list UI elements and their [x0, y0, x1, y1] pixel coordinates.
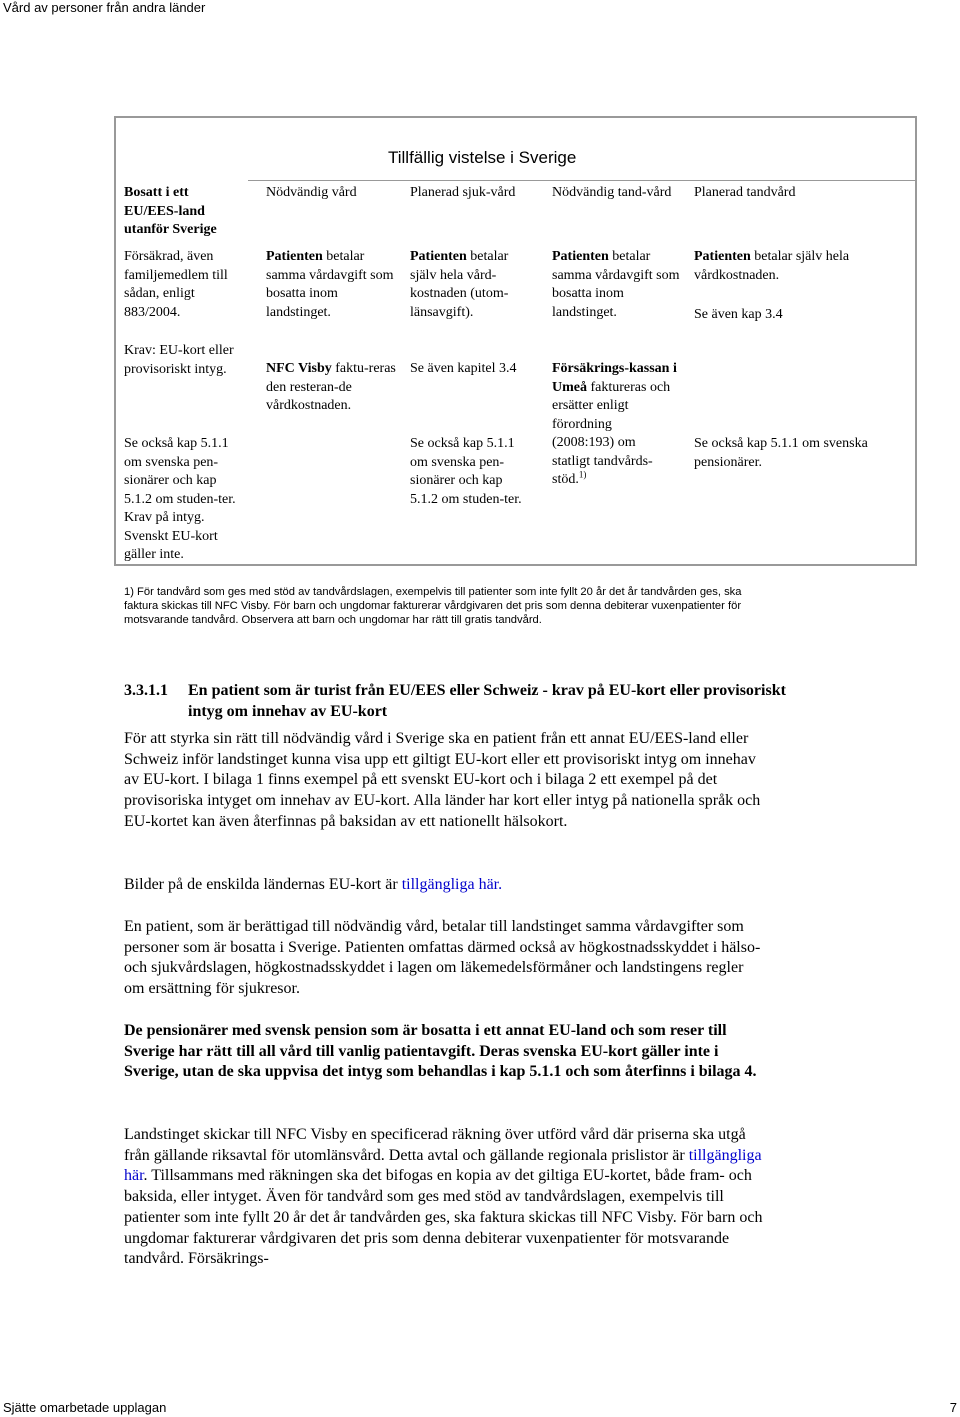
edition-label: Sjätte omarbetade upplagan [3, 1400, 167, 1415]
row2-planned-care-also: Se också kap 5.1.1 om svenska pen-sionärer och kap 5.1.2 om studen-ter. [410, 436, 522, 507]
paragraph-fees: En patient, som är berättigad till nödvändig vård, betalar till landstinget samma vårdavgifter som personer som är bosatta i Sverige. Patienten omfattas därmed också av högkostnadsskyddet i hälso- och sjukvårdslagen, högkostnadsskyddet i lagen om läkemedelsförmåner och landstingens regler om ersättning för sjukresor. [124, 918, 761, 998]
link-card-images[interactable]: tillgängliga här. [401, 876, 503, 893]
row2-label-req: Krav: EU-kort eller provisoriskt intyg. [124, 343, 234, 377]
table-divider [248, 180, 917, 181]
section-title: En patient som är turist från EU/EES eller Schweiz - krav på EU-kort eller provisoriskt intyg om innehav av EU-kort [188, 682, 786, 720]
paragraph-card-images: Bilder på de enskilda ländernas EU-kort är tillgängliga här. [124, 876, 503, 893]
paragraph-billing: Landstinget skickar till NFC Visby en specificerad räkning över utförd vård där priserna ska utgå från gällande riksavtal för utomlänsvård. Detta avtal och gällande regionala prislistor är tillgängliga här. Tillsammans med räkningen ska det bifogas en kopia av det giltiga EU-kortet, både fram- och baksida, eller intyget. Även för tandvård som ges med stöd av tandvårdslagen, exempelvis till patienter som inte fyllt 20 år det år tandvården ges, ska faktura skickas till NFC Visby. För barn och ungdomar fakturerar vårdgivaren det pris som denna debiterar vuxenpatienter för motsvarande tandvård. Försäkrings- [124, 1126, 763, 1268]
running-title: Vård av personer från andra länder [3, 0, 206, 15]
row2-planned-care-see: Se även kapitel 3.4 [410, 361, 517, 376]
link-price-lists[interactable]: tillgängliga här [124, 1146, 762, 1185]
section-number: 3.3.1.1 [124, 682, 168, 699]
row1-planned-dental: Patienten betalar själv hela vårdkostnaden. [694, 249, 850, 283]
row2-label-see: Se också kap 5.1.1 om svenska pen-sionärer och kap 5.1.2 om studen-ter. Krav på intyg. Svenskt EU-kort gäller inte. [124, 436, 236, 562]
row2-planned-dental: Se också kap 5.1.1 om svenska pensionärer. [694, 436, 868, 470]
paragraph-pensioners: De pensionärer med svensk pension som är bosatta i ett annat EU-land och som reser till Sverige har rätt till all vård till vanlig patientavgift. Deras svenska EU-kort gäller inte i Sverige, utan de ska uppvisa det intyg som behandlas i kap 5.1.1 och som återfinns i bilaga 4. [124, 1022, 757, 1081]
row2-necessary-dental: Försäkrings-kassan i Umeå faktureras och ersätter enligt förordning (2008:193) om statligt tandvårds-stöd.$^{1)}$ [552, 361, 677, 487]
row1-necessary-care: Patienten betalar samma vårdavgift som bosatta inom landstinget. [266, 249, 394, 320]
page-number: 7 [949, 1400, 957, 1415]
col-head-resident: Bosatt i ett EU/EES-land utanför Sverige [124, 185, 217, 237]
row1-label: Försäkrad, även familjemedlem till sådan, enligt 883/2004. [124, 249, 228, 320]
col-head-planned-dental: Planerad tandvård [694, 185, 796, 200]
row2-necessary-care: NFC Visby faktu-reras den resteran-de vårdkostnaden. [266, 361, 396, 413]
coverage-table: Tillfällig vistelse i Sverige Bosatt i ett EU/EES-land utanför Sverige Nödvändig vård Planerad sjuk-vård Nödvändig tand-vård Planerad tandvård Försäkrad, även familjemedlem till sådan, enligt 883/2004. Patienten betalar samma vårdavgift som bosatta inom landstinget. Patienten betalar själv hela vård-kostnaden (utom-länsavgift). Patienten betalar samma vårdavgift som bosatta inom landstinget. Patienten betalar själv hela vårdkostnaden. Se även kap 3.4 Krav: EU-kort eller provisoriskt intyg. Se också kap 5.1.1 om svenska pen-sionärer och kap 5.1.2 om studen-ter. Krav på intyg. Svenskt EU-kort gäller inte. NFC Visby faktu-reras den resteran-de vårdkostnaden. Se även kapitel 3.4 Se också kap 5.1.1 om svenska pen-sionärer och kap 5.1.2 om studen-ter. Försäkrings-kassan i Umeå faktureras och ersätter enligt förordning (2008:193) om statligt tandvårds-stöd.$^{1)}$ Se också kap 5.1.1 om svenska pensionärer. [114, 116, 917, 566]
row1-necessary-dental: Patienten betalar samma vårdavgift som bosatta inom landstinget. [552, 249, 680, 320]
row1-planned-dental-see: Se även kap 3.4 [694, 307, 783, 322]
col-head-planned-care: Planerad sjuk-vård [410, 185, 516, 200]
col-head-necessary-care: Nödvändig vård [266, 185, 357, 200]
table-footnote: 1) För tandvård som ges med stöd av tandvårdslagen, exempelvis till patienter som inte fyllt 20 år det år tandvården ges, ska faktura skickas till NFC Visby. För barn och ungdomar fakturerar vårdgivaren det pris som denna debiterar vuxenpatienter för motsvarande tandvård. Observera att barn och ungdomar har rätt till gratis tandvård. [124, 586, 742, 627]
footnote-ref: 1) [578, 469, 587, 480]
paragraph-eu-card: För att styrka sin rätt till nödvändig vård i Sverige ska en patient från ett annat EU/EES-land eller Schweiz inför landstinget kunna visa upp ett giltigt EU-kort eller ett provisoriskt intyg om innehav av EU-kort. I bilaga 1 finns exempel på ett svenskt EU-kort och i bilaga 2 ett exempel på det provisoriska intyget om innehav av EU-kort. Alla länder har kort eller intyg på nationella språk och EU-kortet kan även återfinnas på baksidan av ett nationellt hälsokort. [124, 730, 761, 830]
row1-planned-care: Patienten betalar själv hela vård-kostnaden (utom-länsavgift). [410, 249, 509, 320]
col-head-necessary-dental: Nödvändig tand-vård [552, 185, 672, 200]
